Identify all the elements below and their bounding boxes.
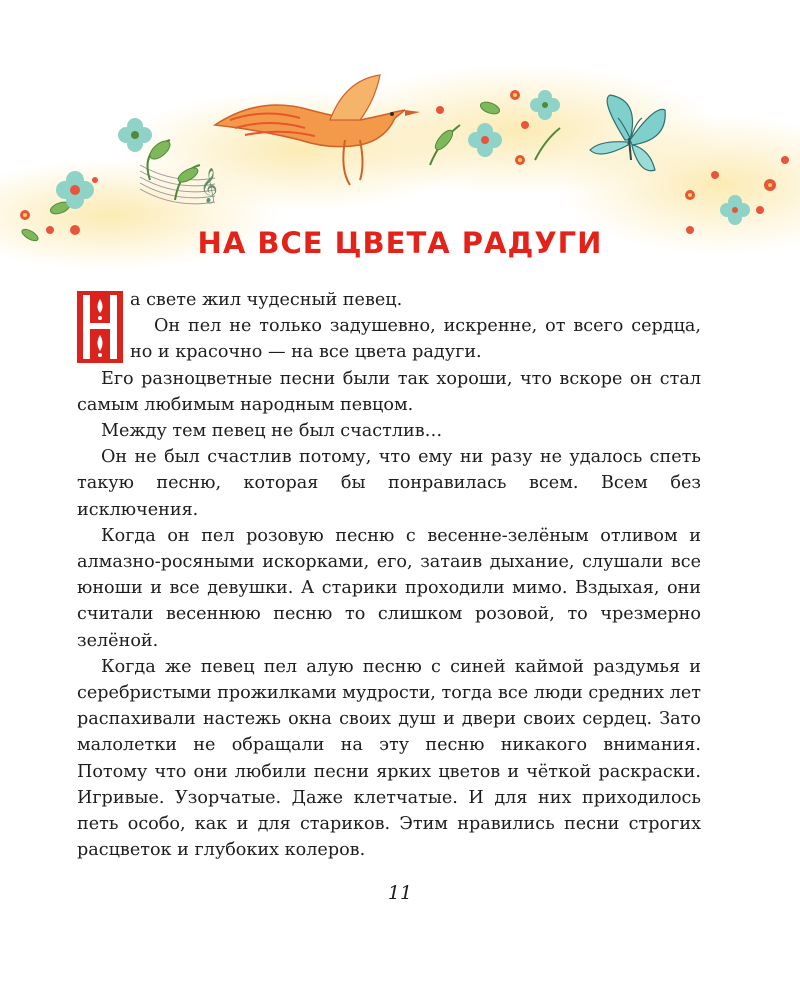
paragraph-4: Между тем певец не был счастлив… — [101, 421, 443, 442]
paragraph-6: Когда он пел розовую песню с весенне-зелёным отливом и алмазно-росяными искорками, его, затаив дыхание, слушали все юноши и все девушки. А старики проходили мимо. Вздыхая, они считали весеннюю песню то слишком розовой, то чрезмерно зелёной. — [77, 525, 701, 651]
svg-text:𝄞: 𝄞 — [200, 168, 218, 203]
paragraph-2: Он пел не только задушевно, искренне, от всего сердца, но и красочно — на все цвета радуги. — [130, 316, 701, 363]
chapter-title: НА ВСЕ ЦВЕТА РАДУГИ — [197, 226, 603, 260]
drop-cap — [77, 291, 123, 363]
paragraph-5: Он не был счастлив потому, что ему ни разу не удалось спеть такую песню, которая бы понравилась всем. Всем без исключения. — [77, 447, 701, 520]
story-text — [77, 287, 701, 863]
paragraph-1: а свете жил чудесный певец. — [130, 290, 403, 310]
page-number: 11 — [387, 882, 413, 904]
drop-cap-ornament — [77, 291, 123, 363]
drop-cap-letter: Н — [99, 331, 101, 332]
paragraph-3: Его разноцветные песни были так хороши, что вскоре он стал самым любимым народным певцом. — [77, 368, 701, 415]
paragraph-7: Когда же певец пел алую песню с синей каймой раздумья и серебристыми прожилками мудрости, тогда все люди средних лет распахивали настежь окна своих душ и двери своих сердец. Зато малолетки не обращали на эту песню никакого внимания. Потому что они любили песни ярких цветов и чёткой раскраски. Игривые. Узорчатые. Даже клетчатые. И для них приходилось петь особо, как и для стариков. Этим нравились песни строгих расцветок и глубоких колеров. — [77, 656, 702, 861]
